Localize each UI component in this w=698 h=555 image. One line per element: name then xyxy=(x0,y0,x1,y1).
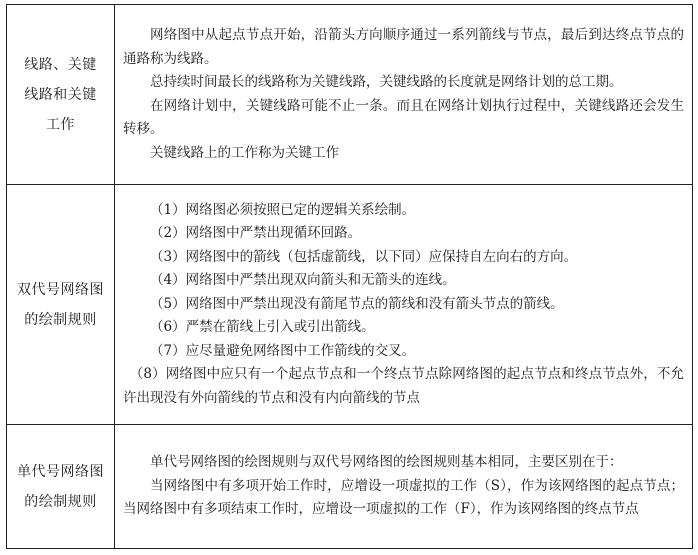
paragraph: 单代号网络图的绘图规则与双代号网络图的绘图规则基本相同，主要区别在于： xyxy=(150,454,623,471)
table-row xyxy=(7,425,693,549)
paragraph: 网络图中从起点节点开始，沿箭头方向顺序通过一系列箭线与节点，最后到达终点节点的通路称为线路。 xyxy=(123,27,684,67)
paragraph: 关键线路上的工作称为关键工作 xyxy=(150,144,339,161)
label-line: 线路、关键 xyxy=(24,56,97,73)
rule-item: （8）网络图中应只有一个起点节点和一个终点节点除网络图的起点节点和终点节点外，不允许出现没有外向箭线的节点和没有内向箭线的节点 xyxy=(123,366,684,406)
rules-table xyxy=(6,4,693,549)
label-line: 单代号网络图 xyxy=(17,463,104,480)
row-label-single-code-rules xyxy=(7,425,115,549)
paragraph: 当网络图中有多项开始工作时，应增设一项虚拟的工作（S），作为该网络图的起点节点；当网络图中有多项结束工作时，应增设一项虚拟的工作（F），作为该网络图的终点节点 xyxy=(123,477,684,518)
label-line: 的绘制规则 xyxy=(24,493,97,510)
rule-item: （2）网络图中严禁出现循环回路。 xyxy=(150,225,362,242)
row-content-double-code-rules xyxy=(115,185,693,425)
table-row xyxy=(7,185,693,425)
rule-item: （7）应尽量避免网络图中工作箭线的交叉。 xyxy=(150,342,416,359)
rule-item: （1）网络图必须按照已定的逻辑关系绘制。 xyxy=(150,201,416,218)
rule-item: （5）网络图中严禁出现没有箭尾节点的箭线和没有箭头节点的箭线。 xyxy=(150,295,564,312)
table-row xyxy=(7,5,693,185)
rule-item: （4）网络图中严禁出现双向箭头和无箭头的连线。 xyxy=(150,272,456,289)
row-content-critical-path xyxy=(115,5,693,185)
label-line: 双代号网络图 xyxy=(17,281,104,298)
label-line: 的绘制规则 xyxy=(24,311,97,328)
paragraph: 总持续时间最长的线路称为关键线路，关键线路的长度就是网络计划的总工期。 xyxy=(150,74,623,90)
rule-item: （6）严禁在箭线上引入或引出箭线。 xyxy=(150,319,375,336)
label-line: 线路和关键 xyxy=(24,86,97,103)
row-label-critical-path xyxy=(7,5,115,185)
row-content-single-code-rules xyxy=(115,425,693,549)
paragraph: 在网络计划中，关键线路可能不止一条。而且在网络计划执行过程中，关键线路还会发生转移。 xyxy=(123,97,684,137)
row-label-double-code-rules xyxy=(7,185,115,425)
rule-item: （3）网络图中的箭线（包括虚箭线，以下同）应保持自左向右的方向。 xyxy=(150,248,578,265)
label-line: 工作 xyxy=(46,116,75,133)
